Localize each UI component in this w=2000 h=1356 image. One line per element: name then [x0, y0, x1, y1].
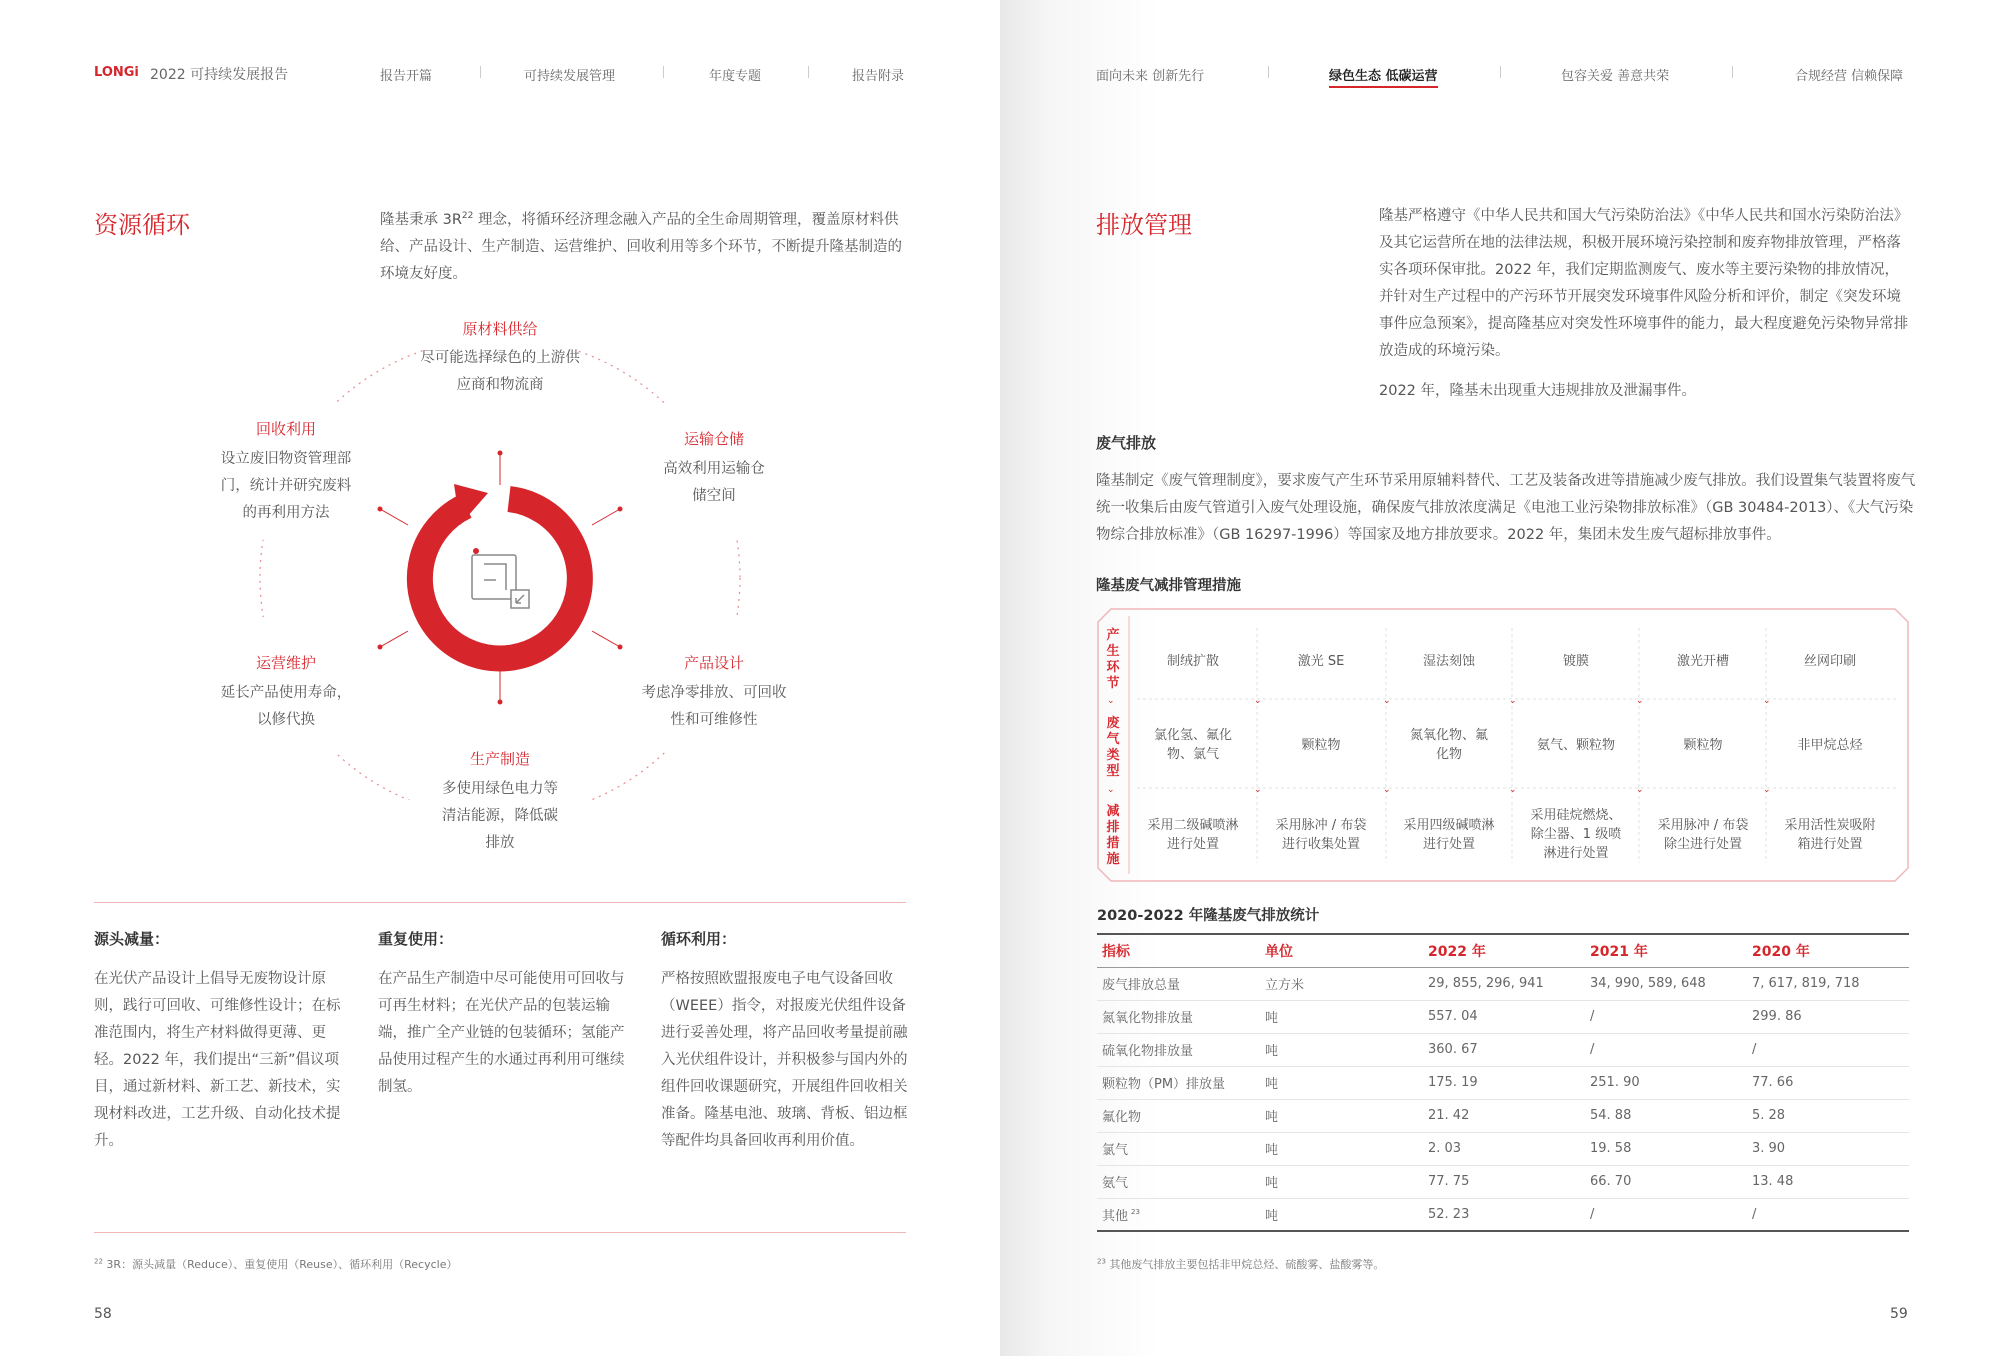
flow-label-gas-type: 废气类型 [1106, 716, 1120, 779]
cell: 吨 [1260, 1033, 1423, 1066]
cell: 34, 990, 589, 648 [1585, 967, 1747, 1000]
column-title-reuse: 重复使用： [378, 930, 454, 948]
cell: 66. 70 [1585, 1165, 1747, 1198]
nav-annual-topic[interactable]: 年度专题 [709, 69, 762, 84]
flow-label-stage: 产生环节 [1106, 628, 1120, 691]
svg-text:⌄: ⌄ [1107, 696, 1115, 706]
cell: 吨 [1260, 1066, 1423, 1099]
table-header-row [1097, 934, 1909, 967]
cell: 吨 [1260, 1198, 1423, 1231]
column-title-recycle: 循环利用： [661, 930, 737, 948]
cycle-text-product-design: 考虑净零排放、可回收性和可维修性 [641, 685, 787, 728]
nav-green-ecology-active[interactable]: 绿色生态 低碳运营 [1329, 65, 1438, 88]
svg-text:⌄: ⌄ [1509, 785, 1517, 795]
column-title-reduce: 源头减量： [94, 930, 170, 948]
recycle-icon-dot [473, 548, 479, 554]
waste-gas-text: 隆基制定《废气管理制度》，要求废气产生环节采用原辅料替代、工艺及装备改进等措施减少废气排放。我们设置集气装置将废气统一收集后由废气管道引入废气处理设施，确保废气排放浓度满足《电池工业污染物排放标准》（GB 30484-2013）、《大气污染物综合排放标准》（GB 16297-1996）等国家及地方排放要求。2022 年，集团未发生废气超标排放事件。 [1096, 473, 1916, 543]
cell: 吨 [1260, 1000, 1423, 1033]
table-row [1097, 1000, 1909, 1033]
svg-text:⌄: ⌄ [1636, 785, 1644, 795]
flow-gas: 颗粒物 [1683, 738, 1723, 753]
footnote-divider [94, 1232, 906, 1233]
cycle-arrow-head [454, 484, 488, 525]
cell: 废气排放总量 [1097, 967, 1260, 1000]
table-row [1097, 1066, 1909, 1099]
cycle-arrow-ring [420, 499, 580, 658]
cell: / [1585, 1000, 1747, 1033]
nav-separator [1500, 66, 1501, 78]
table-row [1097, 1033, 1909, 1066]
nav-compliance[interactable]: 合规经营 信赖保障 [1795, 69, 1904, 84]
cell: 氨气 [1097, 1165, 1260, 1198]
flow-gas: 氯化氢、氟化物、氯气 [1153, 728, 1232, 762]
cell: 557. 04 [1423, 1000, 1585, 1033]
cycle-title-operation: 运营维护 [255, 654, 316, 672]
resource-cycle-intro: 隆基秉承 $3R^{22}$ 理念，将循环经济理念融入产品的全生命周期管理，覆盖原材料供给、产品设计、生产制造、运营维护、回收利用等多个环节，不断提升隆基制造的环境友好度。 [380, 211, 902, 282]
flow-gas: 氨气、颗粒物 [1536, 738, 1615, 753]
svg-text:⌄: ⌄ [1383, 696, 1391, 706]
cell: 吨 [1260, 1099, 1423, 1132]
cell: / [1585, 1033, 1747, 1066]
footnote-22: $^{22}$ 3R：源头减量（Reduce）、重复使用（Reuse）、循环利用（Recycle） [94, 1257, 458, 1271]
flow-measure: 采用活性炭吸附箱进行处置 [1784, 818, 1876, 852]
flow-gas: 氮氧化物、氟化物 [1409, 728, 1488, 762]
emission-measures-diagram [1097, 608, 1909, 882]
nav-innovation[interactable]: 面向未来 创新先行 [1096, 69, 1205, 84]
nav-report-appendix[interactable]: 报告附录 [852, 69, 905, 84]
cell: 360. 67 [1423, 1033, 1585, 1066]
cell: 颗粒物（PM）排放量 [1097, 1066, 1260, 1099]
cycle-text-manufacturing: 多使用绿色电力等清洁能源，降低碳排放 [442, 781, 558, 851]
cycle-title-manufacturing: 生产制造 [469, 750, 530, 768]
flow-measure: 采用硅烷燃烧、除尘器、1 级喷淋进行处置 [1530, 808, 1622, 861]
cycle-text-transport: 高效利用运输仓储空间 [663, 461, 765, 504]
table-row [1097, 967, 1909, 1000]
cell: 氮氧化物排放量 [1097, 1000, 1260, 1033]
th-2021: 2021 年 [1585, 934, 1747, 967]
nav-inclusive-care[interactable]: 包容关爱 善意共荣 [1561, 69, 1670, 84]
longi-logo: LONGi [94, 65, 139, 80]
cycle-title-product-design: 产品设计 [683, 654, 744, 672]
cycle-text-raw-material: 尽可能选择绿色的上游供应商和物流商 [420, 350, 580, 393]
table-title: 2020-2022 年隆基废气排放统计 [1097, 908, 1320, 924]
cycle-title-transport: 运输仓储 [683, 430, 744, 448]
th-2020: 2020 年 [1747, 934, 1909, 967]
section-title-resource-cycle: 资源循环 [94, 211, 190, 239]
th-2022: 2022 年 [1423, 934, 1585, 967]
cycle-title-raw-material: 原材料供给 [462, 320, 538, 338]
table-row [1097, 1099, 1909, 1132]
flow-measure: 采用脉冲 / 布袋进行收集处置 [1275, 818, 1367, 852]
cell: 氟化物 [1097, 1099, 1260, 1132]
recycle-icon [472, 555, 529, 608]
waste-gas-title: 废气排放 [1096, 434, 1157, 452]
svg-text:⌄: ⌄ [1383, 785, 1391, 795]
svg-text:⌄: ⌄ [1509, 696, 1517, 706]
cell: 7, 617, 819, 718 [1747, 967, 1909, 1000]
cell: / [1747, 1198, 1909, 1231]
flow-stage: 镀膜 [1562, 654, 1589, 669]
nav-report-opening[interactable]: 报告开篇 [380, 69, 433, 84]
th-unit: 单位 [1260, 934, 1423, 967]
nav-separator [808, 66, 809, 78]
flow-stage: 激光 SE [1297, 654, 1345, 669]
flow-stage: 激光开槽 [1676, 654, 1729, 669]
cell: / [1585, 1198, 1747, 1231]
flow-gas: 非甲烷总烃 [1797, 738, 1863, 753]
nav-separator [480, 66, 481, 78]
svg-text:⌄: ⌄ [1254, 785, 1262, 795]
table-row [1097, 1165, 1909, 1198]
table-row [1097, 1132, 1909, 1165]
cycle-title-recycling: 回收利用 [255, 420, 316, 438]
flow-stage: 丝网印刷 [1803, 654, 1856, 669]
flow-gas: 颗粒物 [1301, 738, 1341, 753]
flow-title: 隆基废气减排管理措施 [1096, 578, 1241, 594]
divider [94, 902, 906, 903]
section-title-emission: 排放管理 [1096, 211, 1192, 239]
nav-separator [1732, 66, 1733, 78]
cell: 硫氧化物排放量 [1097, 1033, 1260, 1066]
svg-text:⌄: ⌄ [1763, 696, 1771, 706]
nav-separator [663, 66, 664, 78]
cell: 29, 855, 296, 941 [1423, 967, 1585, 1000]
column-text-reduce: 在光伏产品设计上倡导无废物设计原则，践行可回收、可维修性设计；在标准范围内，将生产材料做得更薄、更轻。2022 年，我们提出“三新”倡议项目，通过新材料、新工艺、新技术，实现材料改进，工艺升级、自动化技术提升。 [94, 971, 341, 1149]
flow-measure: 采用二级碱喷淋进行处置 [1147, 818, 1239, 852]
emission-stats-table [1097, 933, 1909, 1232]
cell: 立方米 [1260, 967, 1423, 1000]
cell: 19. 58 [1585, 1132, 1747, 1165]
cell: 21. 42 [1423, 1099, 1585, 1132]
flow-stage: 湿法刻蚀 [1422, 654, 1475, 669]
footnote-23: $^{23}$ 其他废气排放主要包括非甲烷总烃、硫酸雾、盐酸雾等。 [1097, 1257, 1385, 1271]
emission-intro-2: 2022 年，隆基未出现重大违规排放及泄漏事件。 [1379, 383, 1697, 399]
svg-text:⌄: ⌄ [1763, 785, 1771, 795]
cell: 251. 90 [1585, 1066, 1747, 1099]
page-number-right: 59 [1890, 1306, 1908, 1322]
svg-text:⌄: ⌄ [1636, 696, 1644, 706]
cell: 299. 86 [1747, 1000, 1909, 1033]
cell: 3. 90 [1747, 1132, 1909, 1165]
cycle-text-operation: 延长产品使用寿命，以修代换 [220, 685, 352, 728]
cell: 52. 23 [1423, 1198, 1585, 1231]
flow-stage: 制绒扩散 [1166, 654, 1219, 669]
cell: 175. 19 [1423, 1066, 1585, 1099]
nav-separator [1268, 66, 1269, 78]
svg-text:⌄: ⌄ [1254, 696, 1262, 706]
cell: 77. 66 [1747, 1066, 1909, 1099]
page-number-left: 58 [94, 1306, 112, 1322]
flow-measure: 采用四级碱喷淋进行处置 [1403, 818, 1495, 852]
column-text-reuse: 在产品生产制造中尽可能使用可回收与可再生材料；在光伏产品的包装运输端，推广全产业链的包装循环；氢能产品使用过程产生的水通过再利用可继续制氢。 [378, 971, 625, 1095]
flow-label-measure: 减排措施 [1106, 804, 1120, 867]
cell: 氯气 [1097, 1132, 1260, 1165]
nav-sustainability-management[interactable]: 可持续发展管理 [524, 69, 616, 84]
column-text-recycle: 严格按照欧盟报废电子电气设备回收（WEEE）指令，对报废光伏组件设备进行妥善处理，将产品回收考量提前融入光伏组件设计，并积极参与国内外的组件回收课题研究，开展组件回收相关准备。隆基电池、玻璃、背板、铝边框等配件均具备回收再利用价值。 [661, 971, 908, 1149]
th-indicator: 指标 [1097, 934, 1260, 967]
cell: / [1747, 1033, 1909, 1066]
table-row [1097, 1198, 1909, 1231]
cell: 2. 03 [1423, 1132, 1585, 1165]
cell: 54. 88 [1585, 1099, 1747, 1132]
cell: 吨 [1260, 1165, 1423, 1198]
cell: 13. 48 [1747, 1165, 1909, 1198]
cell: 吨 [1260, 1132, 1423, 1165]
report-title: 2022 可持续发展报告 [150, 67, 289, 83]
cell: 5. 28 [1747, 1099, 1909, 1132]
cycle-text-recycling: 设立废旧物资管理部门，统计并研究废料的再利用方法 [220, 451, 352, 521]
emission-intro: 隆基严格遵守《中华人民共和国大气污染防治法》《中华人民共和国水污染防治法》及其它运营所在地的法律法规，积极开展环境污染控制和废弃物排放管理，严格落实各项环保审批。2022 年，我们定期监测废气、废水等主要污染物的排放情况，并针对生产过程中的产污环节开展突发环境事件风险分析和评价，制定《突发环境事件应急预案》，提高隆基应对突发性环境事件的能力，最大程度避免污染物异常排放造成的环境污染。 [1379, 208, 1909, 359]
cell: 其他 $^{23}$ [1097, 1198, 1260, 1231]
cell: 77. 75 [1423, 1165, 1585, 1198]
svg-text:⌄: ⌄ [1107, 785, 1115, 795]
flow-measure: 采用脉冲 / 布袋除尘进行处置 [1657, 818, 1749, 852]
